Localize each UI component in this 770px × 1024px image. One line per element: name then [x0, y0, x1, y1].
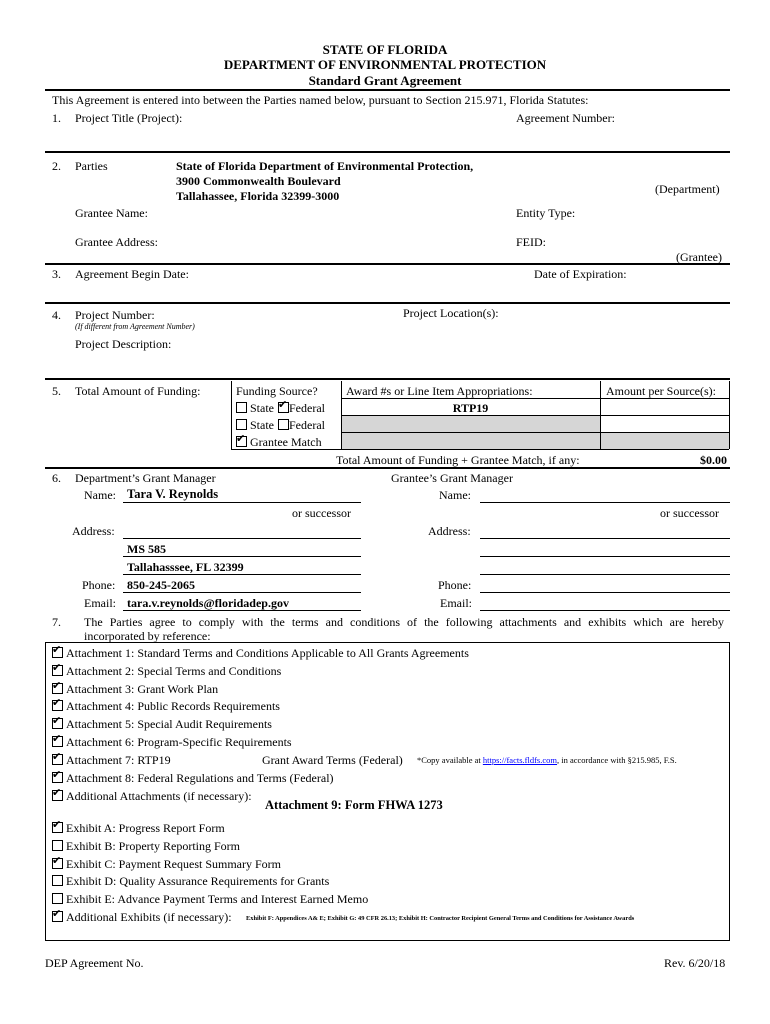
entity-type-label: Entity Type:: [516, 206, 576, 220]
attachment-label: Attachment 4: Public Records Requirements: [66, 699, 280, 714]
department-name: State of Florida Department of Environmental Protection,: [176, 159, 474, 173]
dept-address-city: Tallahasssee, FL 32399: [127, 560, 244, 574]
attachment-7-extra: Grant Award Terms (Federal): [262, 753, 403, 767]
section-7-text-line2: incorporated by reference:: [84, 629, 211, 643]
section-7-text-line1: The Parties agree to comply with the terms and conditions of the following attachments and exhibits which are hereby: [84, 615, 724, 629]
state-checkbox[interactable]: [236, 402, 247, 413]
table-border: [341, 398, 729, 399]
exhibit-label: Exhibit D: Quality Assurance Requirements for Grants: [66, 874, 330, 889]
footer-revision: Rev. 6/20/18: [664, 956, 726, 970]
attachment-row: [52, 717, 272, 731]
grantee-grant-manager-title: Grantee’s Grant Manager: [391, 471, 513, 485]
attachment-label: Attachment 2: Special Terms and Conditions: [66, 663, 282, 678]
dept-or-successor: or successor: [292, 506, 351, 520]
section-1-num: 1.: [52, 111, 61, 125]
attachment-checkbox[interactable]: [52, 665, 63, 676]
header-state: STATE OF FLORIDA: [322, 42, 448, 57]
attachment-row: [52, 646, 469, 660]
grantee-address-line[interactable]: [480, 538, 730, 539]
federal-label: Federal: [289, 418, 325, 432]
grantee-phone-label: Phone:: [438, 578, 472, 592]
header-title: Standard Grant Agreement: [308, 73, 462, 88]
department-tag: (Department): [655, 182, 720, 196]
department-grant-manager-title: Department’s Grant Manager: [75, 471, 216, 485]
attachment-checkbox[interactable]: [52, 700, 63, 711]
grantee-address-line[interactable]: [480, 556, 730, 557]
exhibit-row: [52, 892, 368, 906]
state-label: State: [250, 401, 274, 415]
table-border: [341, 432, 729, 433]
table-border: [341, 415, 729, 416]
exhibit-label: Exhibit E: Advance Payment Terms and Interest Earned Memo: [66, 892, 369, 907]
grantee-address-line[interactable]: [480, 574, 730, 575]
attachment-checkbox[interactable]: [52, 736, 63, 747]
attachment-label: Attachment 3: Grant Work Plan: [66, 681, 219, 696]
attachment-checkbox[interactable]: [52, 718, 63, 729]
table-border: [231, 449, 729, 450]
expiration-date-label: Date of Expiration:: [534, 267, 627, 281]
divider: [45, 378, 730, 380]
federal-label: Federal: [289, 401, 325, 415]
attachment-label: Attachment 6: Program-Specific Requirements: [66, 735, 292, 749]
attachment-checkbox[interactable]: [52, 772, 63, 783]
total-funding-label: Total Amount of Funding:: [75, 384, 201, 398]
dept-email-line: [123, 610, 361, 611]
divider: [45, 151, 730, 153]
footer-agreement-no: DEP Agreement No.: [45, 956, 144, 970]
state-checkbox[interactable]: [236, 419, 247, 430]
funding-row-1: [236, 401, 325, 415]
dept-name-line: [123, 502, 361, 503]
exhibit-checkbox[interactable]: [52, 840, 63, 851]
award-value: RTP19: [452, 401, 489, 415]
funding-row-2: [236, 418, 325, 432]
grantee-address-label: Grantee Address:: [75, 235, 158, 249]
dept-phone-label: Phone:: [82, 578, 116, 592]
table-border: [729, 381, 730, 449]
project-number-label: Project Number:: [75, 308, 155, 322]
table-border: [231, 381, 232, 449]
attachment-label: Attachment 7: RTP19: [66, 752, 171, 767]
additional-attachments-value: Attachment 9: Form FHWA 1273: [265, 798, 443, 812]
divider: [45, 467, 730, 469]
attachment-row: [52, 753, 171, 767]
exhibit-row: [52, 874, 329, 888]
dept-phone-line: [123, 592, 361, 593]
exhibit-row: [52, 839, 240, 853]
grantee-match-checkbox[interactable]: [236, 436, 247, 447]
total-funding-value: $0.00: [700, 453, 727, 467]
section-6-num: 6.: [52, 471, 61, 485]
grantee-email-line[interactable]: [480, 610, 730, 611]
project-description-label: Project Description:: [75, 337, 172, 351]
attachment-row: [52, 735, 292, 749]
state-label: State: [250, 418, 274, 432]
attachment-checkbox[interactable]: [52, 683, 63, 694]
grantee-phone-line[interactable]: [480, 592, 730, 593]
dept-address-ms: MS 585: [127, 542, 166, 556]
attachment-7-note: [417, 755, 677, 765]
amount-header: Amount per Source(s):: [606, 384, 716, 398]
feid-label: FEID:: [516, 235, 546, 249]
exhibit-checkbox[interactable]: [52, 858, 63, 869]
intro-text: This Agreement is entered into between the Parties named below, pursuant to Section 215.971, Florida Statutes:: [52, 93, 589, 107]
grantee-name-line[interactable]: [480, 502, 730, 503]
grantee-match-label: Grantee Match: [250, 435, 322, 449]
section-5-num: 5.: [52, 384, 61, 398]
divider: [45, 302, 730, 304]
dept-address-label: Address:: [72, 524, 115, 538]
attachment-row: [52, 699, 280, 713]
agreement-number-label: Agreement Number:: [516, 111, 615, 125]
funding-row-3: [236, 435, 322, 449]
federal-checkbox[interactable]: [278, 402, 289, 413]
divider: [45, 263, 730, 265]
dept-address-line: [123, 574, 361, 575]
additional-attachments-label: Additional Attachments (if necessary):: [66, 789, 252, 803]
additional-exhibits-checkbox[interactable]: [52, 911, 63, 922]
attachment-label: Attachment 8: Federal Regulations and Terms (Federal): [66, 770, 334, 785]
grantee-or-successor: or successor: [660, 506, 719, 520]
begin-date-label: Agreement Begin Date:: [75, 267, 189, 281]
attachment-checkbox[interactable]: [52, 647, 63, 658]
exhibit-checkbox[interactable]: [52, 822, 63, 833]
grantee-name-label: Grantee Name:: [75, 206, 148, 220]
section-7-num: 7.: [52, 615, 61, 629]
grantee-email-label: Email:: [440, 596, 472, 610]
attachment-row: [52, 664, 281, 678]
parties-label: Parties: [75, 159, 108, 173]
dept-manager-name: Tara V. Reynolds: [127, 487, 219, 501]
exhibit-row: [52, 857, 281, 871]
note-prefix: *Copy available at: [417, 755, 483, 765]
dept-email: tara.v.reynolds@floridadep.gov: [127, 596, 289, 610]
divider: [45, 89, 730, 91]
grantee-name-label: Name:: [439, 488, 471, 502]
additional-attachments-row: [52, 789, 252, 803]
facts-link[interactable]: https://facts.fldfs.com: [482, 755, 557, 765]
project-location-label: Project Location(s):: [403, 306, 499, 320]
section-2-num: 2.: [52, 159, 61, 173]
project-title-label: Project Title (Project):: [75, 111, 183, 125]
additional-exhibits-value: Exhibit F: Appendices A& E; Exhibit G: 49 CFR 26.13; Exhibit H: Contractor Recipient General Terms and Conditions for Assistance Awards: [246, 915, 635, 922]
dept-name-label: Name:: [84, 488, 116, 502]
exhibit-label: Exhibit B: Property Reporting Form: [66, 838, 240, 853]
department-street: 3900 Commonwealth Boulevard: [176, 174, 341, 188]
dept-email-label: Email:: [84, 596, 116, 610]
grantee-address-label: Address:: [428, 524, 471, 538]
exhibit-label: Exhibit A: Progress Report Form: [66, 821, 225, 835]
exhibit-checkbox[interactable]: [52, 893, 63, 904]
dept-address-line: [123, 538, 361, 539]
additional-exhibits-label: Additional Exhibits (if necessary):: [66, 910, 232, 924]
amount-disabled-cell: [600, 432, 729, 449]
exhibit-label: Exhibit C: Payment Request Summary Form: [66, 856, 281, 871]
exhibit-checkbox[interactable]: [52, 875, 63, 886]
attachment-label: Attachment 5: Special Audit Requirements: [66, 717, 272, 732]
project-number-note: (If different from Agreement Number): [75, 322, 195, 331]
attachment-label: Attachment 1: Standard Terms and Conditions Applicable to All Grants Agreements: [66, 646, 469, 660]
grantee-tag: (Grantee): [676, 250, 722, 264]
attachment-row: [52, 682, 218, 696]
header-department: DEPARTMENT OF ENVIRONMENTAL PROTECTION: [223, 57, 547, 72]
additional-exhibits-row: [52, 910, 232, 924]
additional-attachments-checkbox[interactable]: [52, 790, 63, 801]
note-suffix: , in accordance with §215.985, F.S.: [557, 755, 677, 765]
exhibit-row: [52, 821, 225, 835]
award-header: Award #s or Line Item Appropriations:: [346, 384, 533, 398]
attachment-checkbox[interactable]: [52, 754, 63, 765]
dept-address-line: [123, 556, 361, 557]
funding-source-header: Funding Source?: [236, 384, 318, 398]
section-3-num: 3.: [52, 267, 61, 281]
department-city: Tallahassee, Florida 32399-3000: [176, 189, 340, 203]
total-funding-match-label: Total Amount of Funding + Grantee Match, if any:: [336, 453, 580, 467]
attachment-row: [52, 771, 334, 785]
section-4-num: 4.: [52, 308, 61, 322]
dept-phone: 850-245-2065: [127, 578, 195, 592]
federal-checkbox[interactable]: [278, 419, 289, 430]
